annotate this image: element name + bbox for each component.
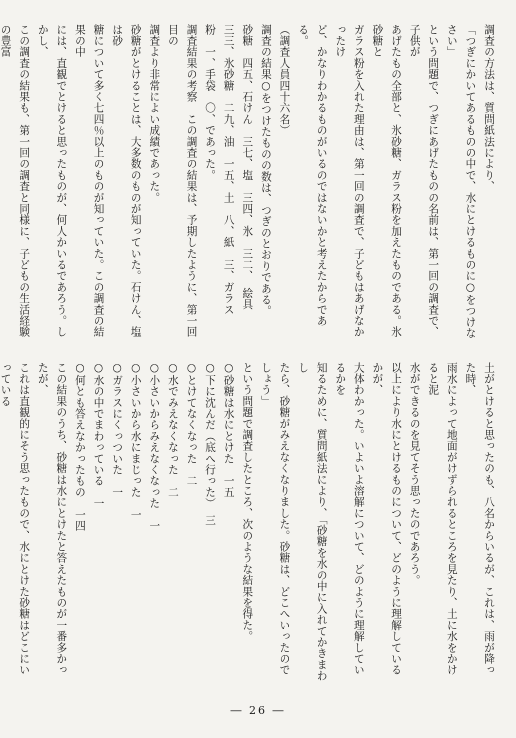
text-line: 「つぎにかいてあるものの中で、水にとけるものに○をつけなさい」 — [445, 24, 477, 339]
text-line: 調査の方法は、質問紙法により、 — [483, 24, 495, 192]
top-text-block — [0, 24, 498, 342]
text-line: ○下に沈んだ（底へ行った） 三 — [204, 362, 217, 527]
text-line: 大体わかった。いよいよ溶解について、どのように理解しているかを — [334, 362, 365, 676]
text-line: ○ガラスにくっついた 一 — [111, 362, 124, 498]
text-line: ど、かなりわかるものがいるのではないかと考えたからである。 — [297, 24, 328, 327]
text-line: 調査結果の考察 この調査の結果は、予期したように、第一回目の — [166, 24, 198, 338]
text-line: この結果のうち、砂糖は水にとけたと答えたものが一番多かったが、 — [36, 362, 68, 676]
text-line: 以上により水にとけるものについて、どのように理解しているかが、 — [371, 362, 403, 676]
bottom-text-block — [0, 362, 498, 682]
text-line: 雨水によって地面がけずられるところを見たり、土に水をかけると泥 — [427, 362, 458, 676]
text-line: （調査人員四十六名） — [278, 24, 291, 136]
text-line: 粉 一、手袋 〇、であった。 — [204, 24, 217, 181]
text-line: 糖について多く七四％以上のものが知っていた。この調査の結果の中 — [73, 24, 105, 338]
text-line: ○小さいから水にまじった 一 — [129, 362, 142, 521]
text-line: たら、砂糖がみえなくなりました。砂糖は、どこへいったのでしょう」 — [259, 362, 291, 676]
text-line: ○水でみえなくなった 二 — [166, 362, 179, 498]
text-line: 調査より非常によい成績であった。 — [148, 24, 161, 204]
text-line: 砂糖 四五、石けん 三七、塩 三四、氷 三二、 絵具 — [241, 24, 254, 310]
page-number: ― 26 ― — [230, 704, 286, 717]
text-line: ○何とも答えなかったもの 一四 — [73, 362, 86, 532]
text-line: ○砂糖は水にとけた 一五 — [222, 362, 235, 498]
text-line: ○とけてなくなった 二 — [185, 362, 198, 487]
text-line: ○水の中でまわっている 一 — [92, 362, 105, 509]
text-line: ○小さいからみえなくなった 一 — [148, 362, 161, 532]
text-line: ガラス粉を入れた理由は、第一回の調査で、子どもはあげなかったけ — [334, 24, 365, 338]
text-line: この調査の結果も、第一回の調査と同様に、子どもの生活経験の豊富 — [0, 24, 31, 338]
text-line: には、直観でとけると思ったものが、何人かいるであろう。しかし、 — [36, 24, 68, 338]
text-line: 調査の結果○をつけたものの数は、つぎのとおりである。 — [259, 24, 272, 317]
text-line: 水ができるのを見てそう思ったのであろう。 — [408, 362, 421, 586]
text-line: 土がとけると思ったのも、八名からいるが、これは、雨が降った時、 — [464, 362, 495, 676]
text-line: これは直観的にそう思ったもので、水にとけた砂糖はどこにいっている — [0, 362, 31, 676]
text-line: 砂糖がとけることは、大多数のものが知っていた。石けん、塩は砂 — [111, 24, 142, 338]
text-line: あげたもの全部と、氷砂糖、ガラス粉を加えたものである。氷砂糖と — [371, 24, 403, 338]
text-line: 知るために、質問紙法により、「砂糖を水の中に入れてかきまわし — [297, 362, 328, 682]
text-line: という問題で調査したところ、次のような結果を得た。 — [241, 362, 254, 642]
text-line: という問題で、つぎにあげたものの名前は、第一回の調査で、子供が — [408, 24, 440, 338]
text-line: 三三、氷砂糖 二九、油 一五、土 八、紙 三、ガラス — [222, 24, 235, 316]
